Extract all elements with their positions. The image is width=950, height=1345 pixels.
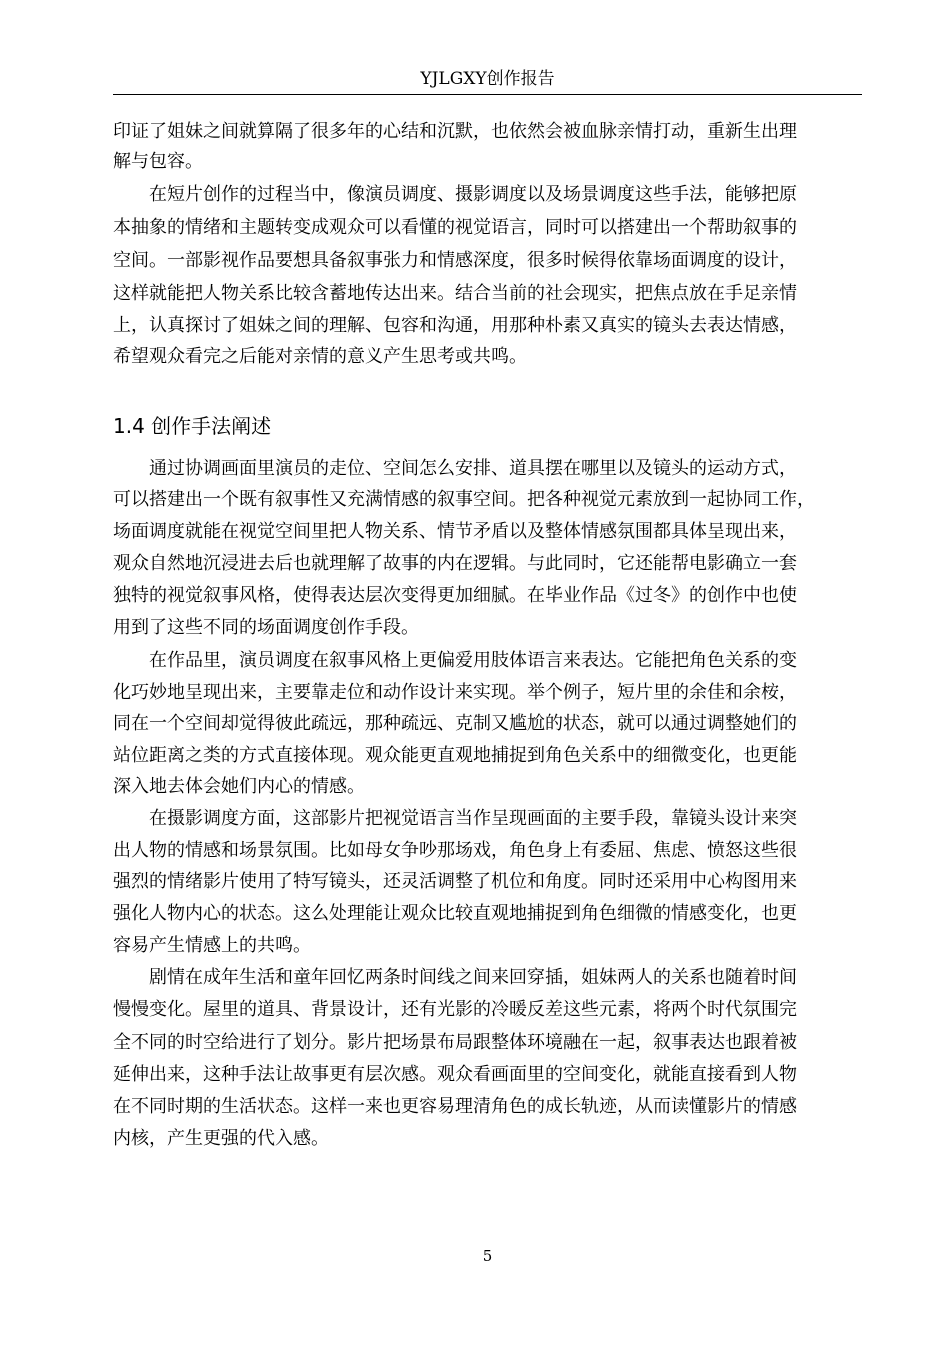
body-text-line: 延伸出来，这种手法让故事更有层次感。观众看画面里的空间变化，就能直接看到人物 [113, 1064, 797, 1085]
body-text-line: 通过协调画面里演员的走位、空间怎么安排、道具摆在哪里以及镜头的运动方式， [113, 458, 797, 479]
body-text-line: 上，认真探讨了姐妹之间的理解、包容和沟通，用那种朴素又真实的镜头去表达情感， [113, 315, 797, 336]
page-number: 5 [482, 1247, 493, 1265]
body-text-line: 强化人物内心的状态。这么处理能让观众比较直观地捕捉到角色细微的情感变化，也更 [113, 903, 797, 924]
section-heading: 1.4 创作手法阐述 [113, 414, 272, 438]
body-text-line: 同在一个空间却觉得彼此疏远，那种疏远、克制又尴尬的状态，就可以通过调整她们的 [113, 713, 797, 734]
header-divider [113, 94, 862, 95]
body-text-line: 化巧妙地呈现出来，主要靠走位和动作设计来实现。举个例子，短片里的余佳和余桉， [113, 682, 797, 703]
body-text-line: 独特的视觉叙事风格，使得表达层次变得更加细腻。在毕业作品《过冬》的创作中也使 [113, 585, 797, 606]
body-text-line: 在作品里，演员调度在叙事风格上更偏爱用肢体语言来表达。它能把角色关系的变 [113, 650, 797, 671]
body-text-line: 剧情在成年生活和童年回忆两条时间线之间来回穿插，姐妹两人的关系也随着时间 [113, 967, 797, 988]
body-text-line: 这样就能把人物关系比较含蓄地传达出来。结合当前的社会现实，把焦点放在手足亲情 [113, 283, 797, 304]
body-text-line: 在不同时期的生活状态。这样一来也更容易理清角色的成长轨迹，从而读懂影片的情感 [113, 1096, 797, 1117]
page-header-title: YJLGXY创作报告 [420, 69, 555, 89]
body-text-line: 空间。一部影视作品要想具备叙事张力和情感深度，很多时候得依靠场面调度的设计， [113, 250, 797, 271]
body-text-line: 全不同的时空给进行了划分。影片把场景布局跟整体环境融在一起，叙事表达也跟着被 [113, 1032, 797, 1053]
body-text-line: 场面调度就能在视觉空间里把人物关系、情节矛盾以及整体情感氛围都具体呈现出来， [113, 521, 797, 542]
body-text-line: 观众自然地沉浸进去后也就理解了故事的内在逻辑。与此同时，它还能帮电影确立一套 [113, 553, 797, 574]
body-text-line: 内核，产生更强的代入感。 [113, 1128, 329, 1149]
body-text-line: 慢慢变化。屋里的道具、背景设计，还有光影的冷暖反差这些元素，将两个时代氛围完 [113, 999, 797, 1020]
body-text-line: 强烈的情绪影片使用了特写镜头，还灵活调整了机位和角度。同时还采用中心构图用来 [113, 871, 797, 892]
body-text-line: 可以搭建出一个既有叙事性又充满情感的叙事空间。把各种视觉元素放到一起协同工作， [113, 489, 815, 510]
body-text-line: 深入地去体会她们内心的情感。 [113, 776, 365, 797]
body-text-line: 希望观众看完之后能对亲情的意义产生思考或共鸣。 [113, 346, 527, 367]
body-text-line: 解与包容。 [113, 151, 203, 172]
body-text-line: 本抽象的情绪和主题转变成观众可以看懂的视觉语言，同时可以搭建出一个帮助叙事的 [113, 217, 797, 238]
body-text-line: 在摄影调度方面，这部影片把视觉语言当作呈现画面的主要手段，靠镜头设计来突 [113, 808, 797, 829]
body-text-line: 印证了姐妹之间就算隔了很多年的心结和沉默，也依然会被血脉亲情打动，重新生出理 [113, 121, 797, 142]
body-text-line: 容易产生情感上的共鸣。 [113, 935, 311, 956]
body-text-line: 站位距离之类的方式直接体现。观众能更直观地捕捉到角色关系中的细微变化，也更能 [113, 745, 797, 766]
body-text-line: 用到了这些不同的场面调度创作手段。 [113, 617, 419, 638]
body-text-line: 出人物的情感和场景氛围。比如母女争吵那场戏，角色身上有委屈、焦虑、愤怒这些很 [113, 840, 797, 861]
body-text-line: 在短片创作的过程当中，像演员调度、摄影调度以及场景调度这些手法，能够把原 [113, 184, 797, 205]
